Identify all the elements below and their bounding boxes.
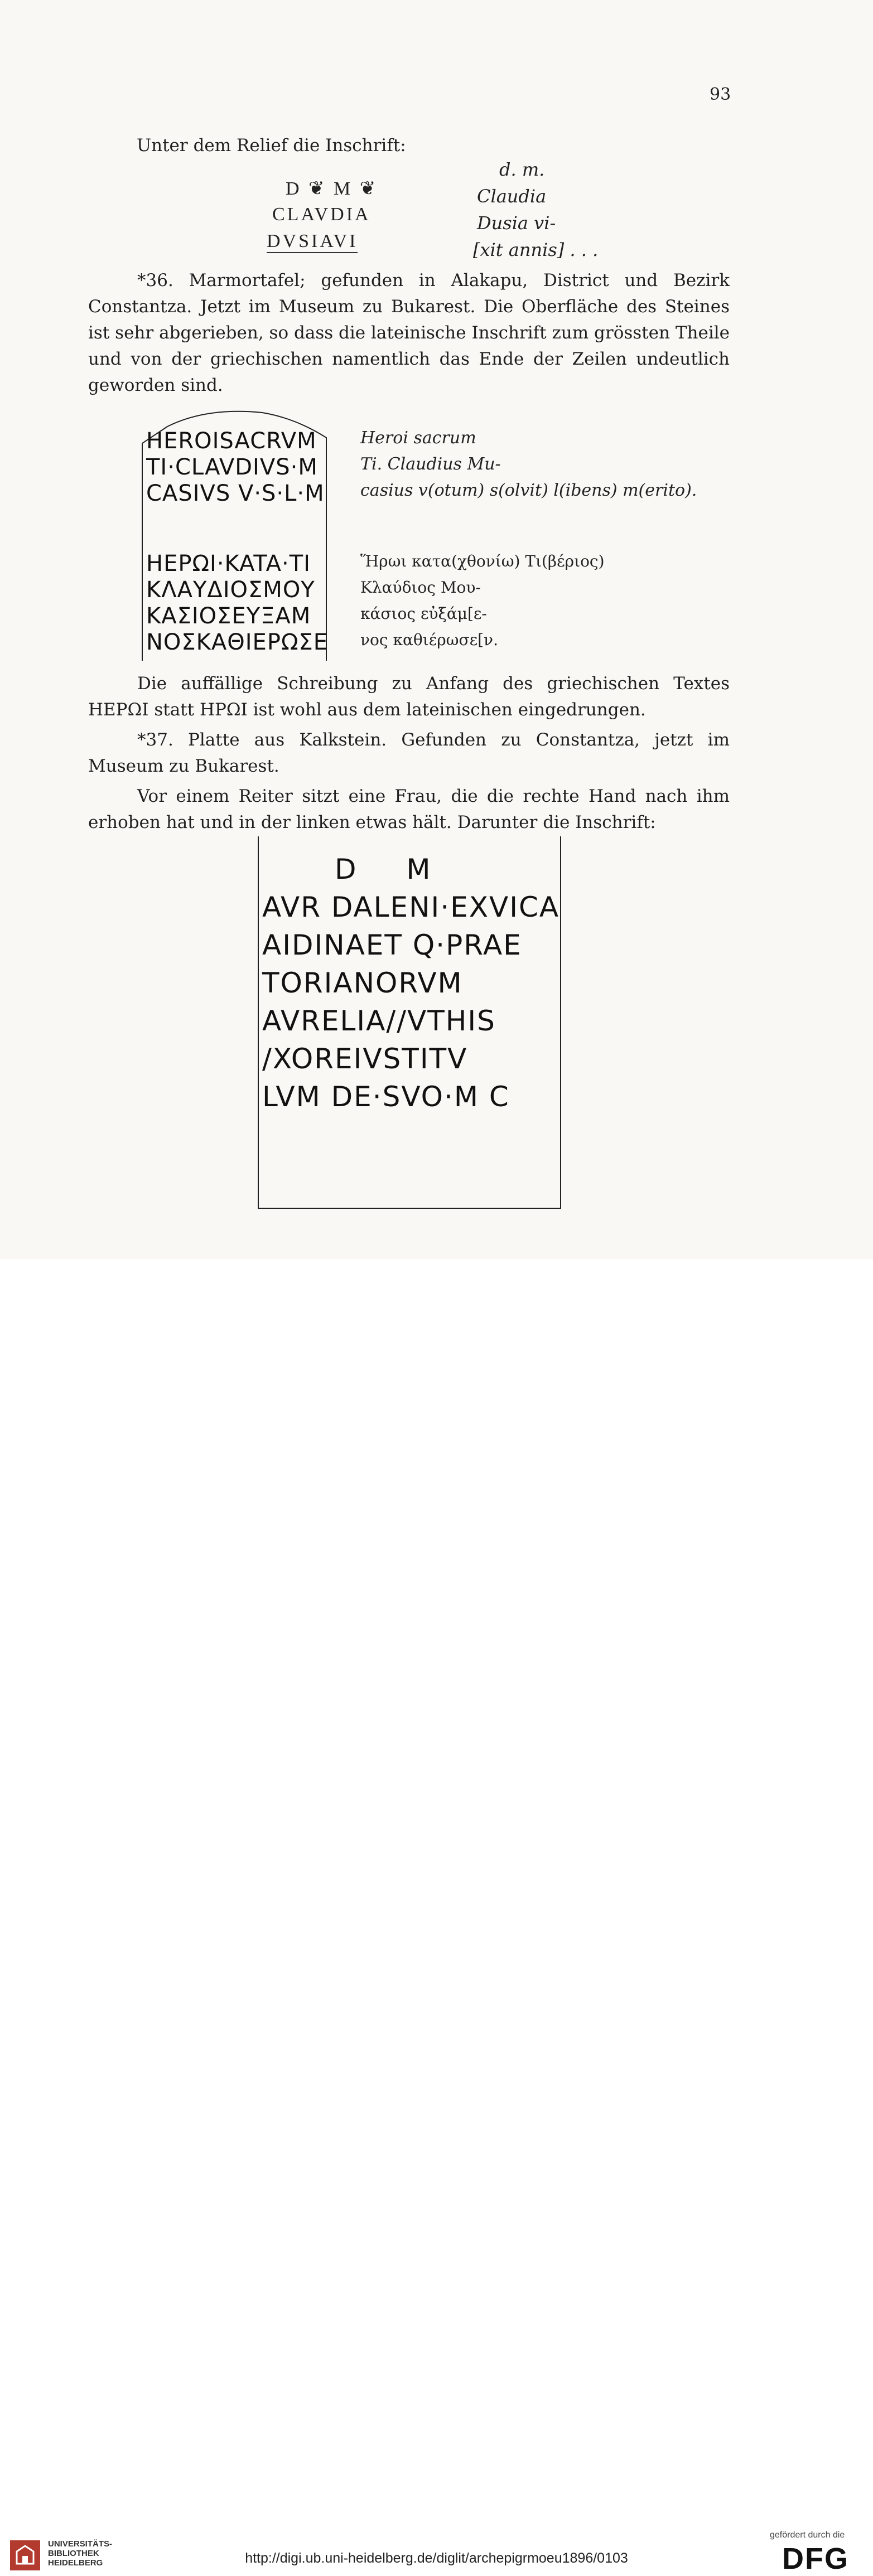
insc1-line2: CLAVDIA <box>272 204 371 225</box>
library-line-1: UNIVERSITÄTS- <box>48 2539 113 2549</box>
intro-text: Unter dem Relief die Inschrift: <box>137 135 406 156</box>
insc2-tr-grk-3: κάσιος εὐξάμ[ε- <box>360 604 487 623</box>
insc2-lat-1: HEROISACRVM <box>146 428 317 454</box>
insc3-line-2: AVR DALENI·EXVICA <box>262 891 560 923</box>
insc2-tr-grk-2: Κλαύδιος Μου- <box>360 578 481 597</box>
entry-37-description: Vor einem Reiter sitzt eine Frau, die die rechte Hand nach ihm erhoben hat und in der linken etwas hält. Darunter die Inschrift: <box>88 786 730 832</box>
insc2-tr-grk-4: νος καθιέρωσε[ν. <box>360 631 498 649</box>
page-number: 93 <box>710 85 731 104</box>
insc1-line1: D ❦ M ❦ <box>286 178 378 199</box>
insc3-line-6: /XOREIVSTITV <box>262 1043 468 1075</box>
scanned-page <box>0 0 873 1259</box>
insc2-tr-grk-1: Ἥρωι κατα(χθονίω) Τι(βέριος) <box>360 552 605 570</box>
footer-bar <box>0 1259 873 2575</box>
insc3-line-7: LVM DE·SVO·M C <box>262 1081 510 1113</box>
insc1-tr3: Dusia vi- <box>477 212 556 234</box>
commentary-text: Die auffällige Schreibung zu Anfang des griechischen Textes ΗΕΡΩΙ statt ΗΡΩΙ ist wohl aus dem lateinischen eingedrungen. <box>88 674 730 720</box>
insc3-line-5: AVRELIA//VTHIS <box>262 1005 496 1037</box>
insc1-tr4: [xit annis] . . . <box>473 239 599 260</box>
insc2-lat-3: CASIVS V·S·L·M <box>146 481 325 506</box>
insc2-grk-2: ΚΛΑΥΔΙΟΣΜΟΥ <box>146 577 315 603</box>
insc1-tr1: d. m. <box>499 159 545 180</box>
insc2-grk-1: HEPΩI·KATA·TI <box>146 551 311 577</box>
library-line-3: HEIDELBERG <box>48 2558 103 2568</box>
insc3-line-4: TORIANORVM <box>262 967 463 999</box>
entry-37-text: *37. Platte aus Kalkstein. Gefunden zu Constantza, jetzt im Museum zu Bukarest. <box>88 730 730 776</box>
insc2-lat-2: TI·CLAVDIVS·M <box>146 454 318 480</box>
insc2-tr-lat-2: Ti. Claudius Mu- <box>360 454 501 474</box>
insc1-tr2: Claudia <box>477 186 547 207</box>
dfg-logo: DFG <box>782 2542 849 2575</box>
insc3-line-1: D M <box>335 853 432 885</box>
insc2-grk-4: ΝΟΣΚΑΘΙΕΡΩΣΕ <box>146 630 329 655</box>
funded-by-label: gefördert durch die <box>770 2530 845 2540</box>
source-url-link[interactable]: http://digi.ub.uni-heidelberg.de/diglit/archepigrmoeu1896/0103 <box>245 2550 628 2566</box>
library-line-2: BIBLIOTHEK <box>48 2549 99 2558</box>
insc1-line3: DVSIAVI <box>267 231 358 253</box>
insc2-grk-3: ΚΑΣΙΟΣΕΥΞΑΜ <box>146 603 311 629</box>
insc3-line-3: AIDINAET Q·PRAE <box>262 929 522 961</box>
entry-36-text: *36. Marmortafel; gefunden in Alakapu, District und Bezirk Constantza. Jetzt im Museum zu Bukarest. Die Oberfläche des Steines ist sehr abgerieben, so dass die lateinische Inschrift zum grössten Theile und von der griechischen namentlich das Ende der Zeilen undeutlich geworden sind. <box>88 270 730 395</box>
insc2-tr-lat-1: Heroi sacrum <box>360 428 476 448</box>
insc2-tr-lat-3: casius v(otum) s(olvit) l(ibens) m(erito). <box>360 481 697 500</box>
